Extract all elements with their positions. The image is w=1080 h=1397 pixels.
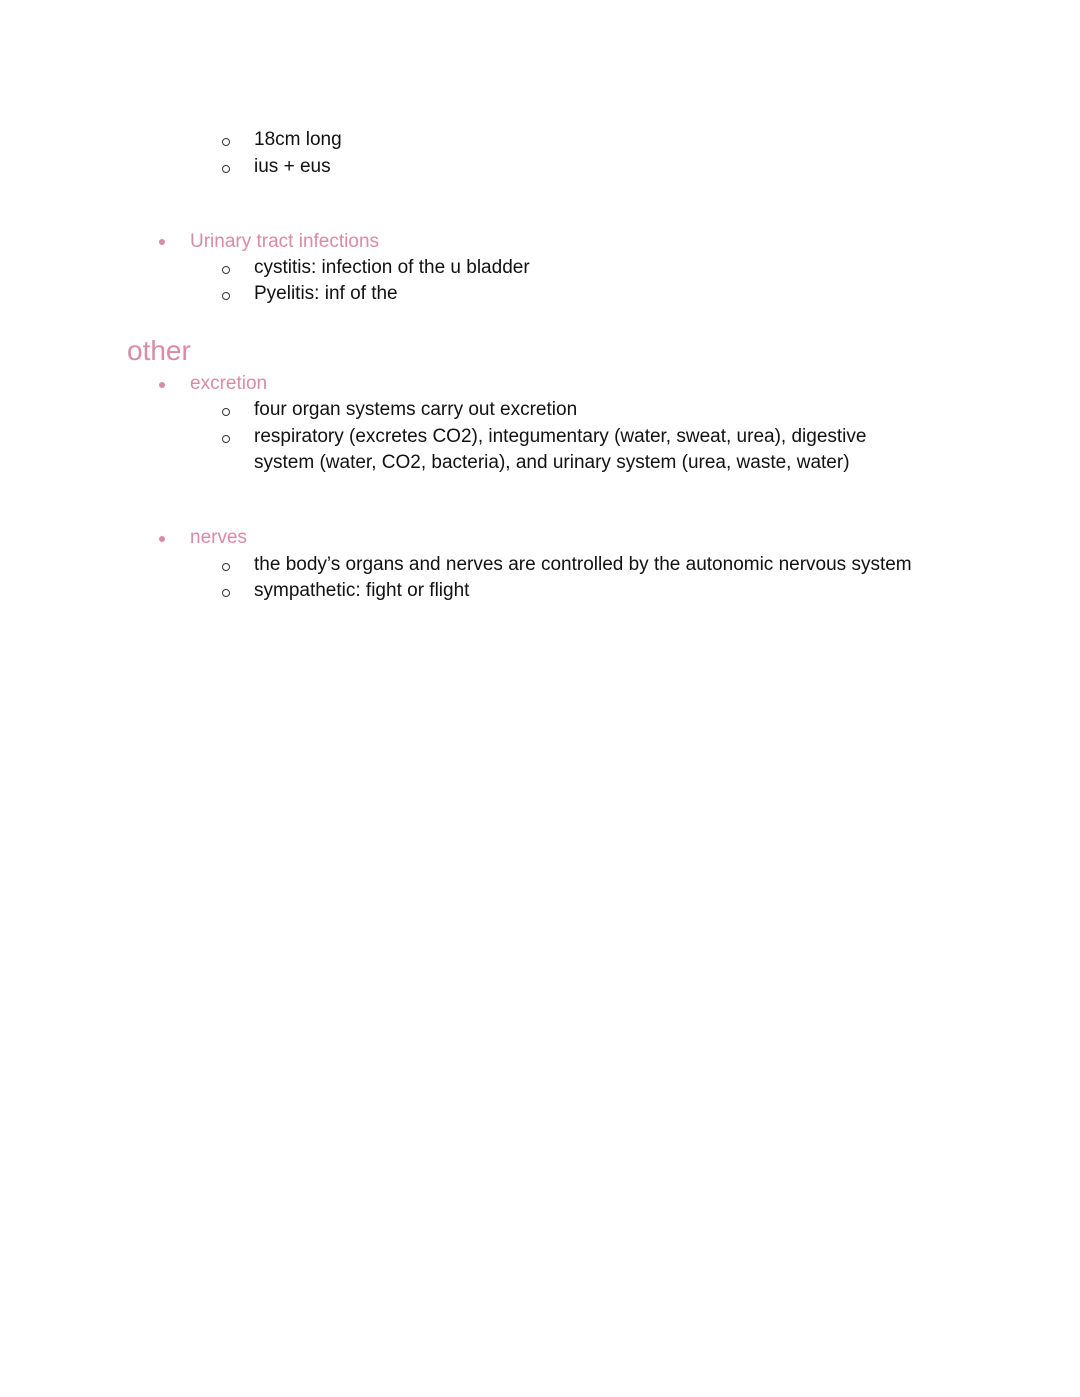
list-item: cystitis: infection of the u bladder bbox=[254, 257, 530, 278]
section-label-uti: Urinary tract infections bbox=[190, 231, 380, 252]
section-heading-other: other bbox=[127, 335, 191, 366]
section-label-nerves: nerves bbox=[190, 527, 248, 548]
hollow-bullet-icon bbox=[222, 408, 230, 416]
list-item: the body’s organs and nerves are controlled by the autonomic nervous system bbox=[254, 554, 912, 575]
list-item: respiratory (excretes CO2), integumentary (water, sweat, urea), digestive bbox=[254, 426, 867, 447]
list-item: sympathetic: fight or flight bbox=[254, 580, 470, 601]
hollow-bullet-icon bbox=[222, 165, 230, 173]
hollow-bullet-icon bbox=[222, 563, 230, 571]
filled-bullet-icon bbox=[159, 536, 165, 542]
list-item: Pyelitis: inf of the bbox=[254, 283, 398, 304]
list-item: four organ systems carry out excretion bbox=[254, 399, 578, 420]
list-item: ius + eus bbox=[254, 156, 331, 177]
filled-bullet-icon bbox=[159, 382, 165, 388]
section-label-excretion: excretion bbox=[190, 373, 268, 394]
filled-bullet-icon bbox=[159, 239, 165, 245]
list-item-continuation: system (water, CO2, bacteria), and urinary system (urea, waste, water) bbox=[254, 452, 850, 473]
hollow-bullet-icon bbox=[222, 266, 230, 274]
hollow-bullet-icon bbox=[222, 589, 230, 597]
hollow-bullet-icon bbox=[222, 138, 230, 146]
list-item: 18cm long bbox=[254, 129, 342, 150]
hollow-bullet-icon bbox=[222, 292, 230, 300]
hollow-bullet-icon bbox=[222, 435, 230, 443]
